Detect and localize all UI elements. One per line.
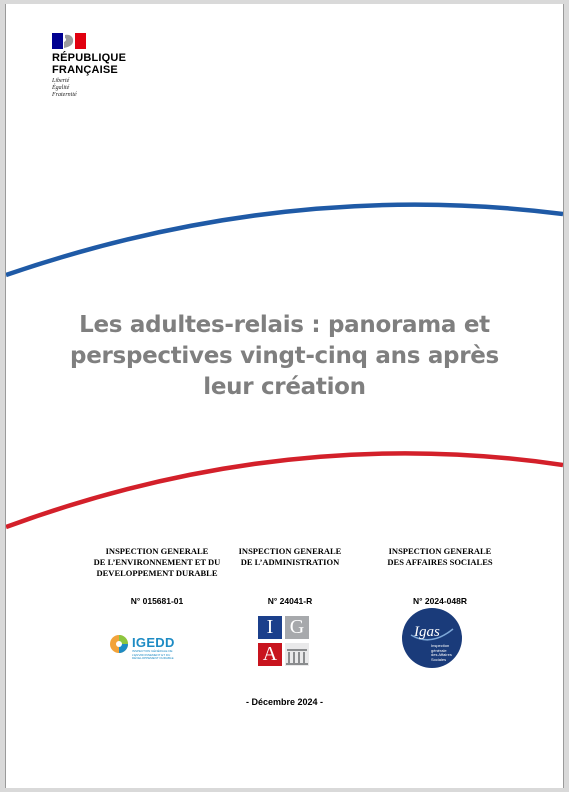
igas-subtitle-line: Inspection [431,643,450,648]
iga-letter-a: A [258,643,282,666]
iga-letter-g: G [285,616,309,639]
motto-egalite: Égalité [52,85,70,91]
republique-line-2: FRANÇAISE [52,64,118,76]
iga-letter-i: I [258,616,282,639]
igedd-subtitle: INSPECTION GÉNÉRALE DE L’ENVIRONNEMENT ET DU DÉVELOPPEMENT DURABLE [132,649,174,660]
inspection-igedd [82,546,232,606]
title-line-2: perspectives vingt-cinq ans après [70,343,499,369]
inspection-igas [365,546,515,606]
document-page [6,4,563,788]
igas-wordmark: Igas [414,624,440,640]
report-number: N° 24041-R [267,596,313,606]
title-line-3: leur création [203,374,366,400]
igedd-emblem-icon [109,633,129,655]
inspection-header-line: DES AFFAIRES SOCIALES [387,557,493,567]
report-title [46,310,523,403]
inspection-iga [215,546,365,606]
inspection-header-line: DE L’ADMINISTRATION [240,557,340,567]
report-number: N° 015681-01 [130,596,184,606]
igedd-logo [109,630,189,662]
report-number: N° 2024-048R [413,596,467,606]
title-line-1: Les adultes-relais : panorama et [79,312,490,338]
igas-subtitle-line: Sociales [431,656,447,662]
iga-building-icon [285,643,309,666]
igas-logo [401,607,463,669]
igas-subtitle-line: générale [431,647,447,653]
inspection-header-line: INSPECTION GENERALE [105,546,209,556]
page-left-edge [5,4,6,788]
page-right-edge [563,4,564,788]
inspection-header-line: DE L’ENVIRONNEMENT ET DU [93,557,221,567]
igas-subtitle-line: des Affaires [431,652,452,657]
red-curve [6,453,563,527]
iga-logo [258,616,310,668]
motto-fraternite: Fraternité [52,92,77,98]
inspection-header-line: INSPECTION GENERALE [388,546,492,556]
motto-liberte: Liberté [52,78,70,84]
igedd-wordmark: IGEDD [132,635,175,650]
publication-date: - Décembre 2024 - [245,697,324,707]
republique-line-1: RÉPUBLIQUE [52,52,127,64]
inspection-header-line: INSPECTION GENERALE [238,546,342,556]
blue-curve [6,205,563,275]
inspection-header-line: DEVELOPPEMENT DURABLE [96,568,218,578]
